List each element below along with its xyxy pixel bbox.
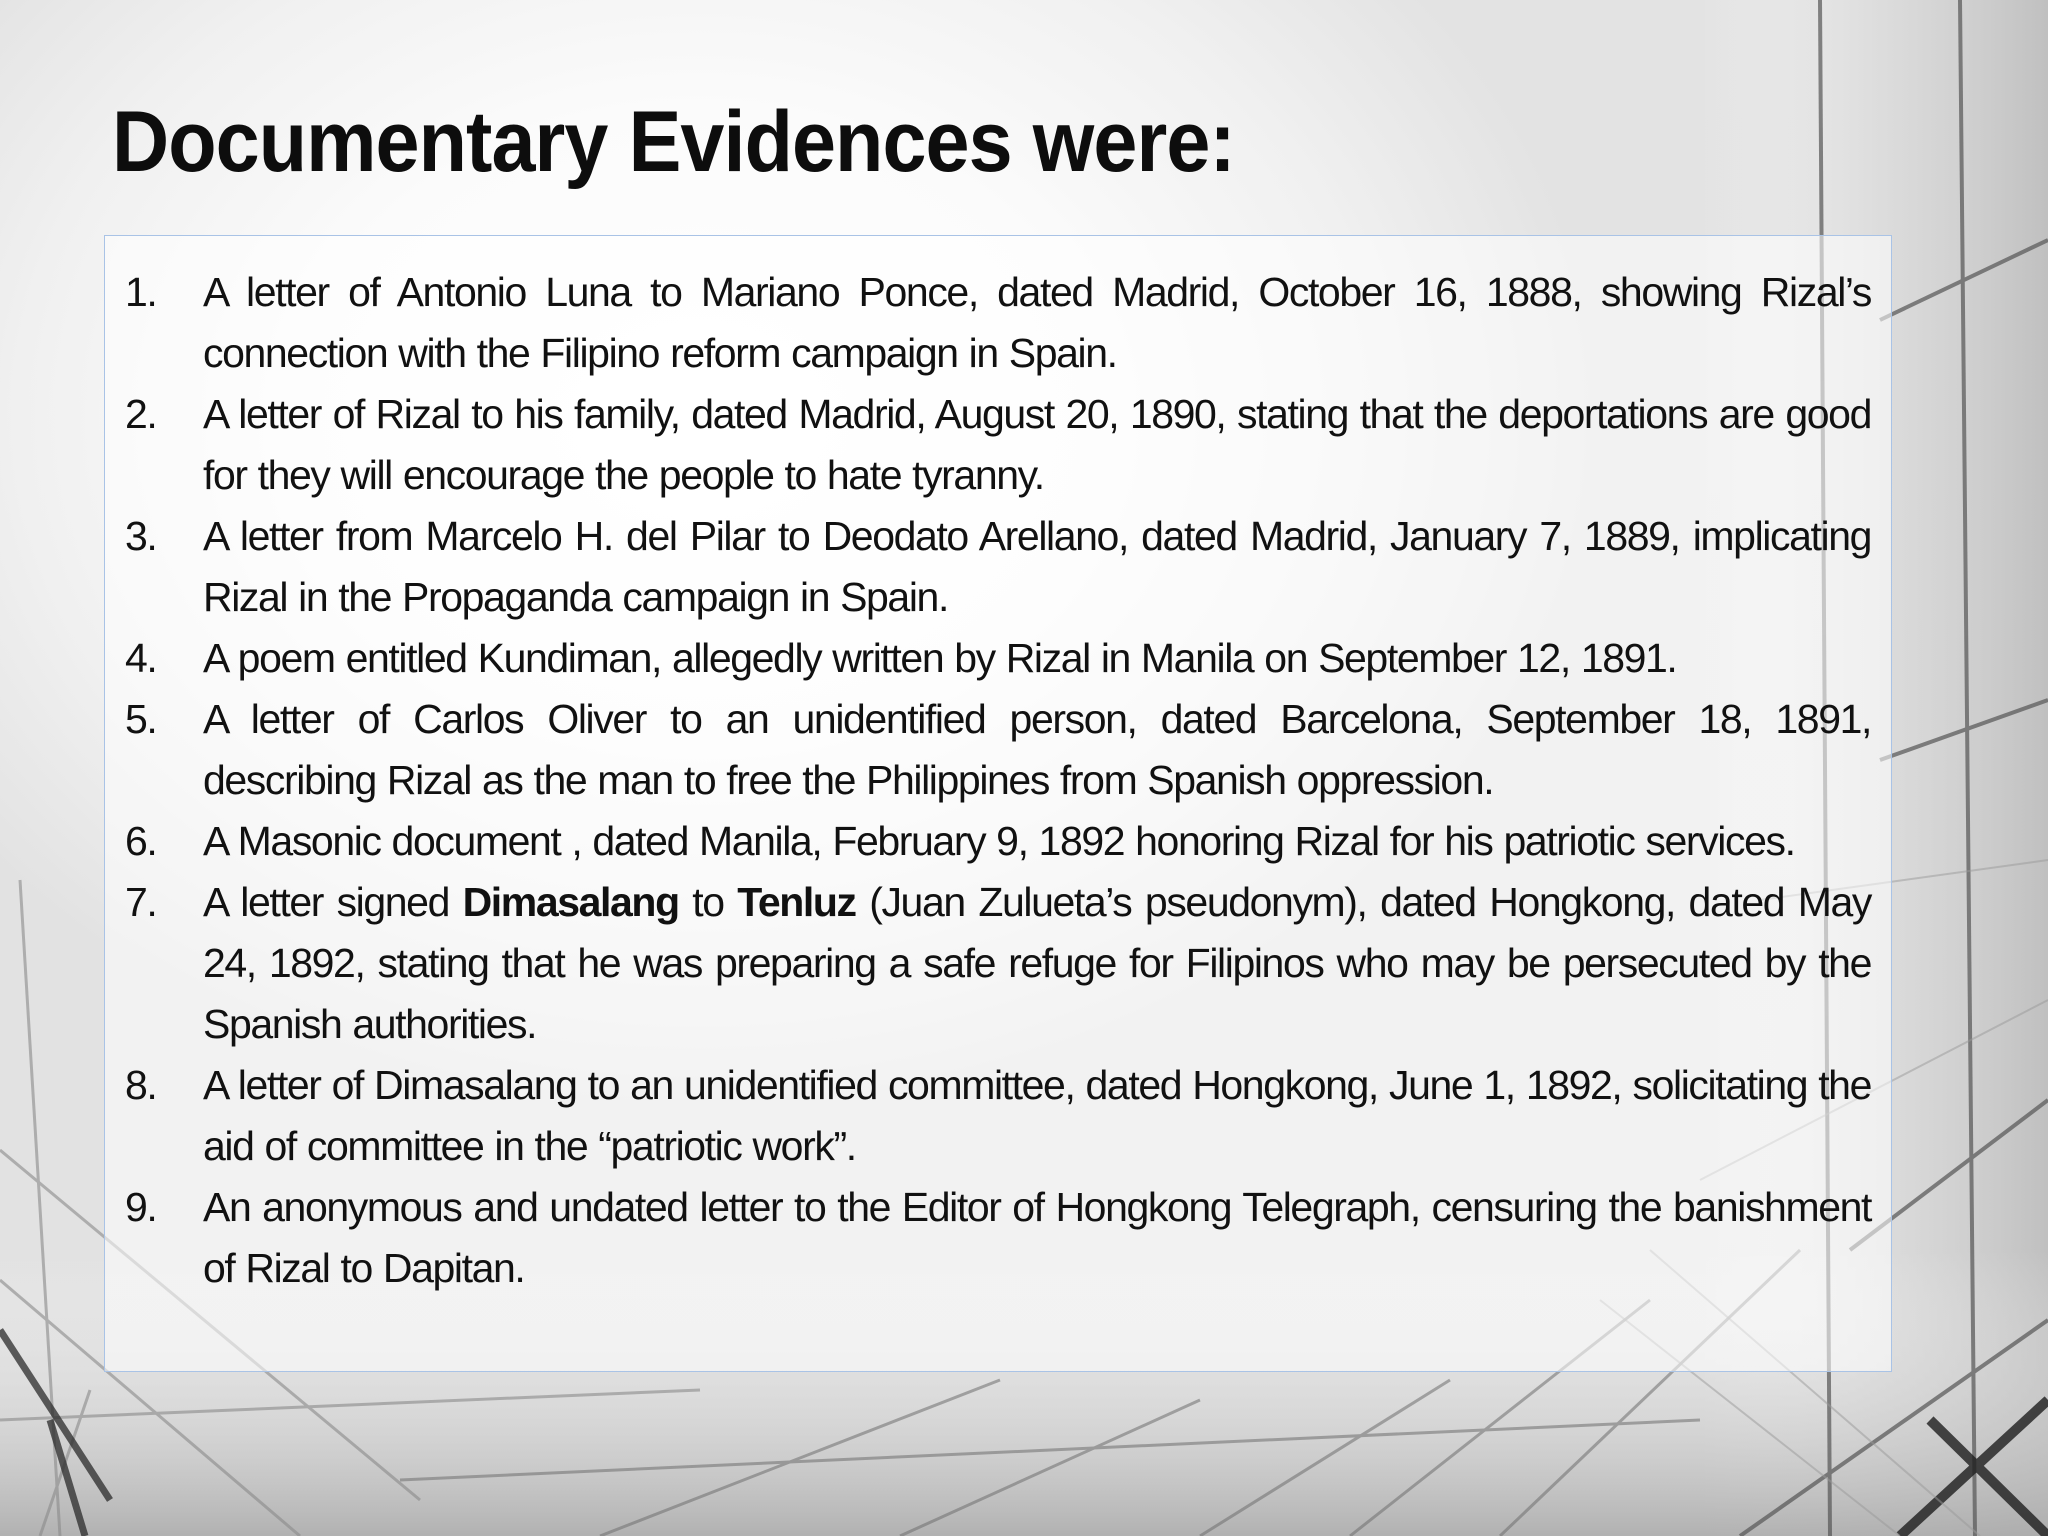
evidence-item (105, 384, 1891, 506)
evidence-item (105, 506, 1891, 628)
evidence-number: 7. (125, 879, 157, 925)
evidence-text (203, 696, 1871, 803)
evidence-text-segment: A letter of Dimasalang to an unidentified committee, dated Hongkong, June 1, 1892, solicitating the aid of committee in the “patriotic work”. (203, 1062, 1871, 1169)
evidence-text-segment: A poem entitled Kundiman, allegedly written by Rizal in Manila on September 12, 1891. (203, 635, 1677, 681)
evidence-text-segment: An anonymous and undated letter to the Editor of Hongkong Telegraph, censuring the banishment of Rizal to Dapitan. (203, 1184, 1871, 1291)
evidence-text-segment: A letter from Marcelo H. del Pilar to Deodato Arellano, dated Madrid, January 7, 1889, implicating Rizal in the Propaganda campaign in Spain. (203, 513, 1871, 620)
evidence-list (105, 236, 1891, 1299)
evidence-text (203, 879, 1871, 1047)
evidence-item (105, 628, 1891, 689)
evidence-item (105, 262, 1891, 384)
evidence-number: 2. (125, 391, 157, 437)
evidence-number: 5. (125, 696, 157, 742)
evidence-number: 6. (125, 818, 157, 864)
evidence-number: 9. (125, 1184, 157, 1230)
evidence-text (203, 818, 1795, 864)
evidence-text-segment: A letter of Antonio Luna to Mariano Ponce, dated Madrid, October 16, 1888, showing Rizal’s connection with the Filipino reform campaign in Spain. (203, 269, 1871, 376)
evidence-text-bold: Dimasalang (462, 879, 679, 925)
evidence-list-box (104, 235, 1892, 1372)
evidence-item (105, 872, 1891, 1055)
evidence-item (105, 1055, 1891, 1177)
evidence-text-segment: A Masonic document , dated Manila, February 9, 1892 honoring Rizal for his patriotic services. (203, 818, 1795, 864)
evidence-number: 3. (125, 513, 157, 559)
evidence-text-segment: (Juan Zulueta’s pseudonym), dated Hongkong, dated May 24, 1892, stating that he was preparing a safe refuge for Filipinos who may be persecuted by the Spanish authorities. (203, 879, 1871, 1047)
evidence-item (105, 811, 1891, 872)
evidence-text (203, 269, 1871, 376)
evidence-item (105, 1177, 1891, 1299)
evidence-text (203, 391, 1871, 498)
evidence-number: 4. (125, 635, 157, 681)
evidence-text (203, 1062, 1871, 1169)
evidence-text-segment: A letter of Carlos Oliver to an unidentified person, dated Barcelona, September 18, 1891, describing Rizal as the man to free the Philippines from Spanish oppression. (203, 696, 1871, 803)
evidence-text-segment: A letter of Rizal to his family, dated Madrid, August 20, 1890, stating that the deportations are good for they will encourage the people to hate tyranny. (203, 391, 1871, 498)
slide-title: Documentary Evidences were: (112, 94, 1235, 190)
evidence-text-segment: A letter signed (203, 879, 463, 925)
evidence-text (203, 1184, 1871, 1291)
evidence-text-segment: to (678, 879, 738, 925)
evidence-text (203, 635, 1676, 681)
evidence-number: 8. (125, 1062, 157, 1108)
evidence-number: 1. (125, 269, 157, 315)
evidence-item (105, 689, 1891, 811)
evidence-text (203, 513, 1871, 620)
evidence-text-bold: Tenluz (737, 879, 856, 925)
